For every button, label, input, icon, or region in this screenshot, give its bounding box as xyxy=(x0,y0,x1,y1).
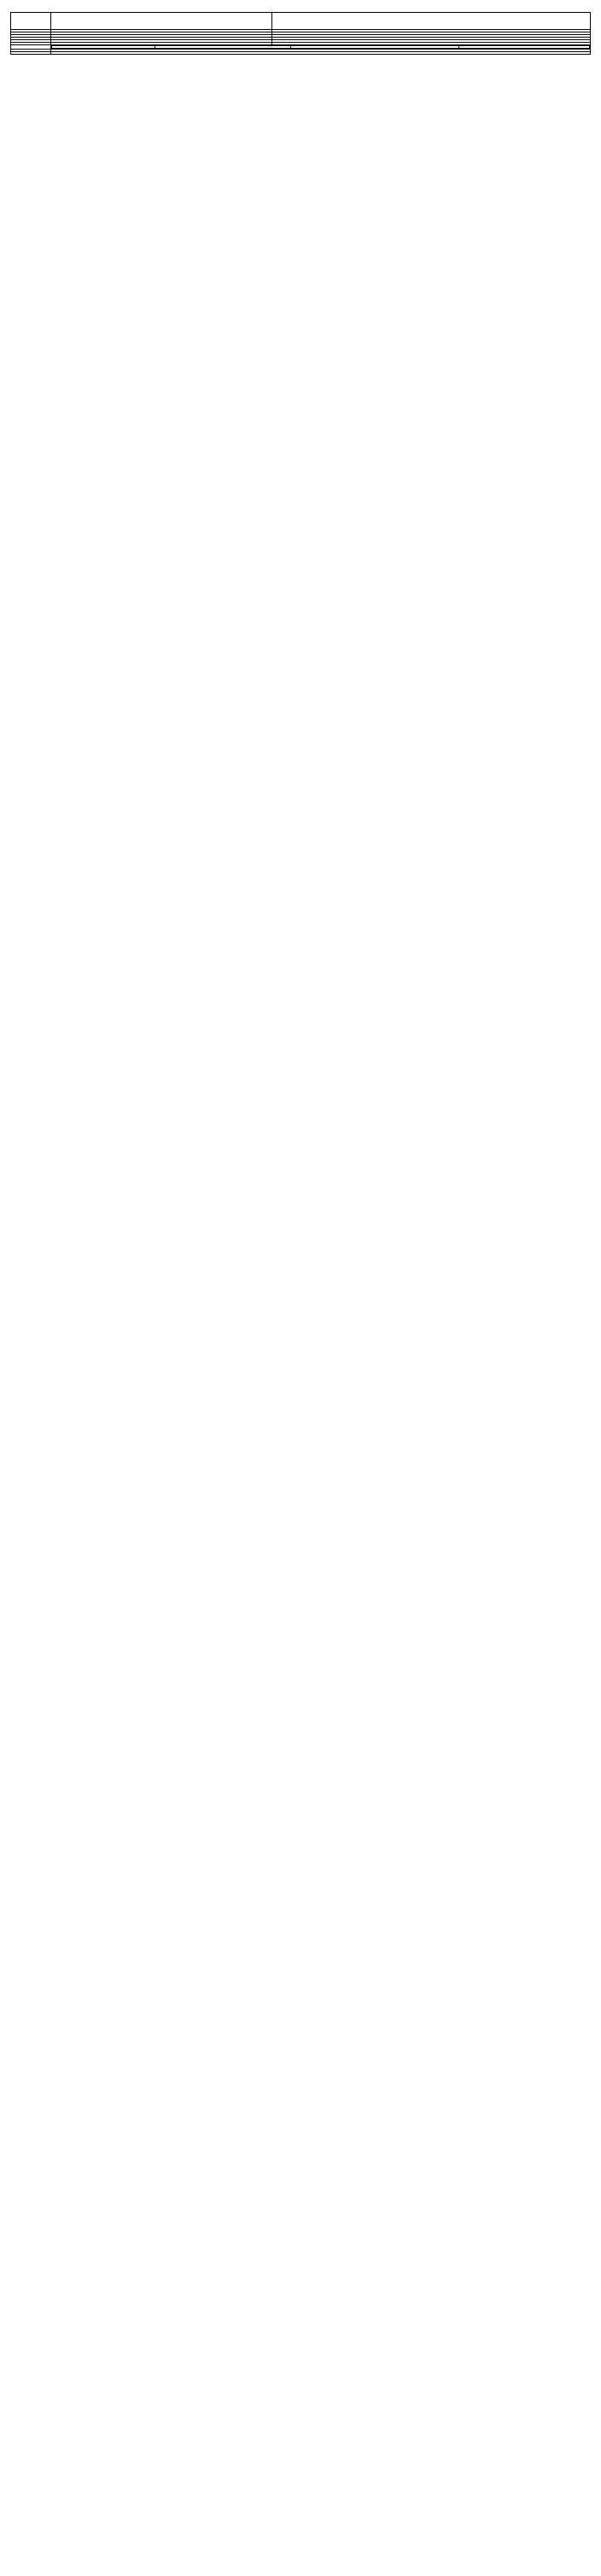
row-label xyxy=(51,13,272,30)
row-value xyxy=(272,13,591,30)
tender-notice-page xyxy=(0,12,601,2576)
row-number xyxy=(11,13,51,30)
package-table xyxy=(51,45,590,49)
notice-footer xyxy=(10,63,591,140)
tender-table xyxy=(10,12,591,55)
package-table-header xyxy=(52,45,590,48)
row-14a xyxy=(11,13,591,30)
row-26 xyxy=(11,51,591,54)
